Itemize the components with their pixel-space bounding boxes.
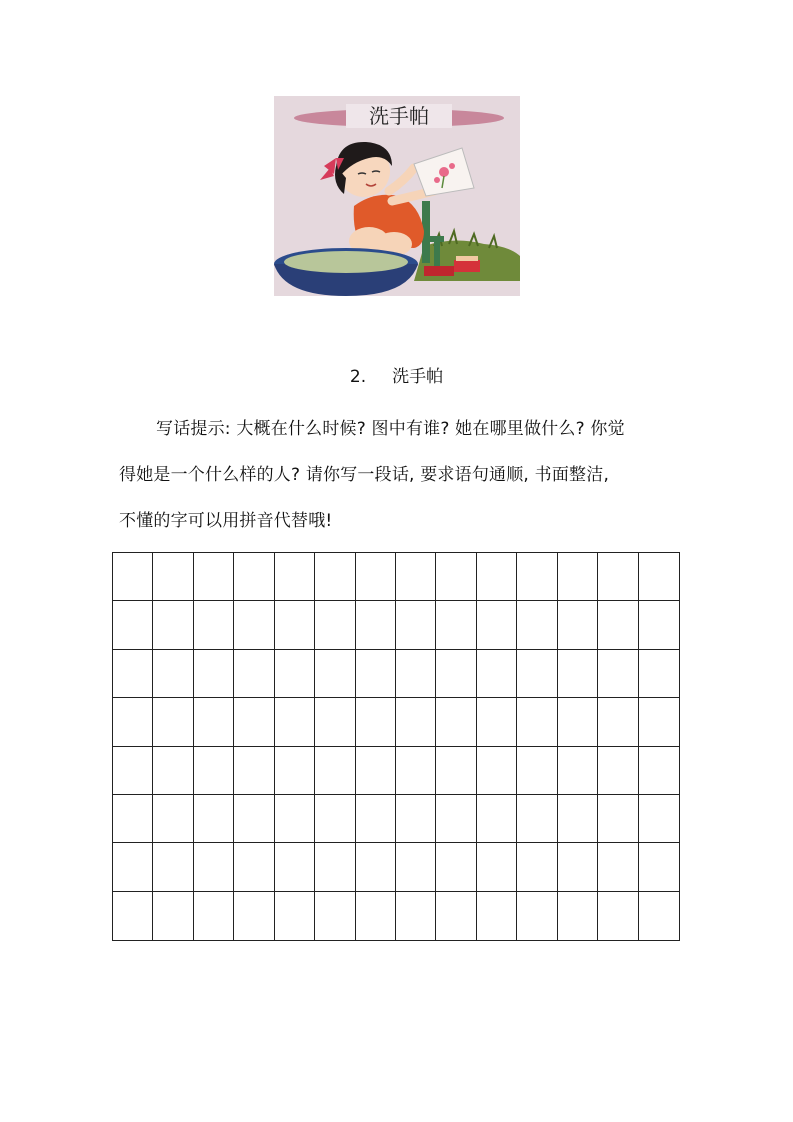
writing-prompt [119,406,681,544]
grid-cell[interactable] [194,601,234,649]
grid-cell[interactable] [234,698,274,746]
grid-cell[interactable] [315,795,355,843]
grid-cell[interactable] [396,553,436,601]
grid-cell[interactable] [194,698,234,746]
grid-cell[interactable] [598,698,638,746]
grid-cell[interactable] [477,698,517,746]
grid-cell[interactable] [639,795,679,843]
grid-cell[interactable] [356,747,396,795]
exercise-title: 洗手帕 [392,367,444,387]
grid-cell[interactable] [598,843,638,891]
grid-cell[interactable] [275,843,315,891]
grid-cell[interactable] [558,747,598,795]
grid-cell[interactable] [639,843,679,891]
grid-cell[interactable] [113,553,153,601]
grid-cell[interactable] [436,892,476,940]
grid-cell[interactable] [436,650,476,698]
prompt-line-1: 写话提示: 大概在什么时候? 图中有谁? 她在哪里做什么? 你觉 [156,419,625,439]
writing-grid [112,552,680,941]
grid-cell[interactable] [194,795,234,843]
grid-cell[interactable] [598,892,638,940]
grid-cell[interactable] [234,892,274,940]
grid-cell[interactable] [153,553,193,601]
grid-cell[interactable] [598,795,638,843]
grid-cell[interactable] [315,650,355,698]
grid-cell[interactable] [234,601,274,649]
grid-cell[interactable] [639,747,679,795]
grid-cell[interactable] [356,892,396,940]
grid-cell[interactable] [477,553,517,601]
grid-cell[interactable] [315,553,355,601]
grid-cell[interactable] [113,795,153,843]
grid-cell[interactable] [396,747,436,795]
grid-cell[interactable] [153,843,193,891]
grid-cell[interactable] [194,553,234,601]
grid-cell[interactable] [477,843,517,891]
grid-cell[interactable] [598,553,638,601]
grid-cell[interactable] [436,601,476,649]
grid-cell[interactable] [275,601,315,649]
grid-cell[interactable] [396,843,436,891]
grid-cell[interactable] [436,843,476,891]
prompt-line-2: 得她是一个什么样的人? 请你写一段话, 要求语句通顺, 书面整洁, [119,465,610,485]
grid-cell[interactable] [153,747,193,795]
grid-cell[interactable] [517,553,557,601]
grid-cell[interactable] [477,601,517,649]
grid-cell[interactable] [477,892,517,940]
grid-cell[interactable] [639,650,679,698]
grid-cell[interactable] [477,650,517,698]
grid-cell[interactable] [558,553,598,601]
grid-cell[interactable] [234,650,274,698]
exercise-number: 2. [349,367,367,387]
grid-cell[interactable] [315,601,355,649]
grid-cell[interactable] [234,795,274,843]
grid-cell[interactable] [639,698,679,746]
grid-cell[interactable] [234,747,274,795]
grid-cell[interactable] [396,892,436,940]
grid-cell[interactable] [194,892,234,940]
grid-cell[interactable] [356,843,396,891]
grid-cell[interactable] [436,553,476,601]
prompt-line-3: 不懂的字可以用拼音代替哦! [119,511,333,531]
grid-cell[interactable] [234,553,274,601]
grid-cell[interactable] [275,892,315,940]
grid-cell[interactable] [477,747,517,795]
grid-cell[interactable] [194,843,234,891]
grid-cell[interactable] [194,747,234,795]
girl-washing-handkerchief-image [274,96,520,296]
grid-cell[interactable] [396,650,436,698]
grid-cell[interactable] [315,747,355,795]
grid-cell[interactable] [517,843,557,891]
grid-cell[interactable] [558,843,598,891]
grid-cell[interactable] [558,601,598,649]
grid-cell[interactable] [477,795,517,843]
grid-cell[interactable] [113,747,153,795]
grid-cell[interactable] [356,650,396,698]
grid-cell[interactable] [113,698,153,746]
grid-cell[interactable] [275,650,315,698]
grid-cell[interactable] [275,698,315,746]
grid-cell[interactable] [598,747,638,795]
grid-cell[interactable] [558,795,598,843]
grid-cell[interactable] [275,747,315,795]
grid-cell[interactable] [558,698,598,746]
grid-cell[interactable] [356,553,396,601]
grid-cell[interactable] [153,650,193,698]
grid-cell[interactable] [517,795,557,843]
grid-cell[interactable] [315,892,355,940]
grid-cell[interactable] [234,843,274,891]
grid-cell[interactable] [436,747,476,795]
grid-cell[interactable] [598,650,638,698]
grid-cell[interactable] [517,601,557,649]
grid-cell[interactable] [275,795,315,843]
grid-cell[interactable] [356,795,396,843]
grid-cell[interactable] [315,698,355,746]
grid-cell[interactable] [113,650,153,698]
grid-cell[interactable] [436,795,476,843]
grid-cell[interactable] [639,601,679,649]
grid-cell[interactable] [153,795,193,843]
grid-cell[interactable] [356,601,396,649]
grid-cell[interactable] [517,650,557,698]
grid-cell[interactable] [639,553,679,601]
grid-cell[interactable] [517,698,557,746]
grid-cell[interactable] [153,892,193,940]
grid-cell[interactable] [517,892,557,940]
grid-cell[interactable] [275,553,315,601]
grid-cell[interactable] [396,601,436,649]
grid-cell[interactable] [113,892,153,940]
grid-cell[interactable] [356,698,396,746]
grid-cell[interactable] [396,698,436,746]
grid-cell[interactable] [436,698,476,746]
grid-cell[interactable] [315,843,355,891]
grid-cell[interactable] [598,601,638,649]
grid-cell[interactable] [639,892,679,940]
grid-cell[interactable] [153,698,193,746]
picture-illustration [274,96,520,296]
grid-cell[interactable] [558,650,598,698]
grid-cell[interactable] [517,747,557,795]
exercise-heading [0,366,793,388]
grid-cell[interactable] [113,601,153,649]
grid-cell[interactable] [558,892,598,940]
illustration-title: 洗手帕 [369,104,429,128]
grid-cell[interactable] [113,843,153,891]
grid-cell[interactable] [194,650,234,698]
grid-cell[interactable] [153,601,193,649]
grid-cell[interactable] [396,795,436,843]
